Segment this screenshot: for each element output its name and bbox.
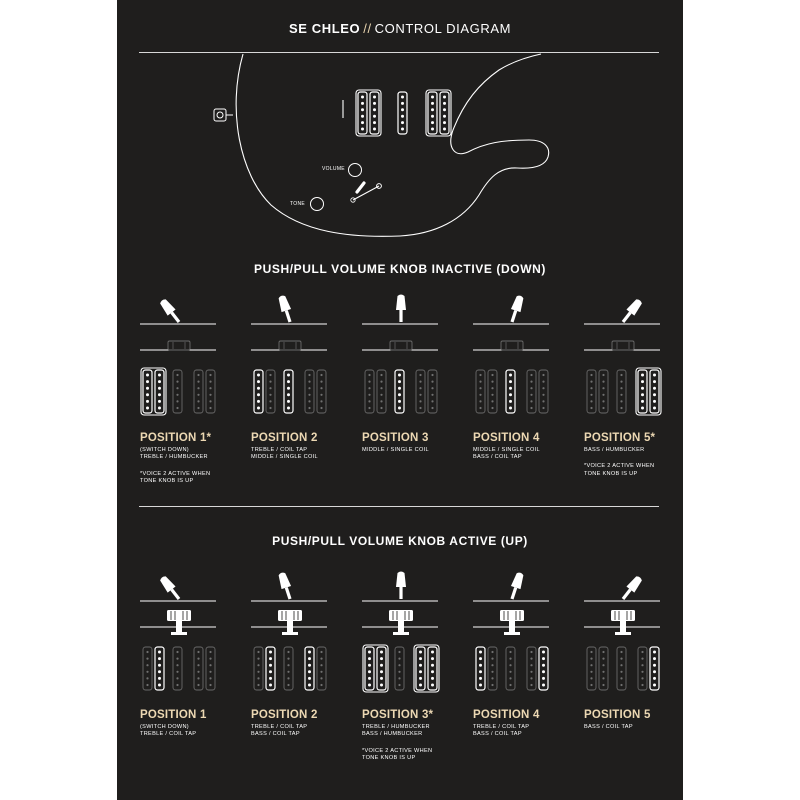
- note-line: TONE KNOB IS UP: [362, 755, 416, 762]
- description-line: MIDDLE / SINGLE COIL: [251, 454, 318, 461]
- pickup-selector-icon: [584, 297, 660, 325]
- position-description: [473, 447, 583, 462]
- description-line: TREBLE / COIL TAP: [473, 724, 530, 730]
- coil-b-icon: [317, 647, 326, 690]
- note-line: *VOICE 2 ACTIVE WHEN: [584, 463, 655, 470]
- position-diagram: [584, 296, 674, 436]
- position-diagram: [362, 573, 452, 713]
- coil-a-icon: [365, 370, 374, 413]
- position-title: POSITION 3: [362, 432, 429, 444]
- inactive-section-heading: PUSH/PULL VOLUME KNOB INACTIVE (DOWN): [254, 262, 546, 276]
- coil-b-icon: [539, 370, 548, 413]
- pickups-icon: [587, 368, 661, 415]
- coil-b-icon: [650, 370, 659, 413]
- description-line: BASS / COIL TAP: [473, 454, 522, 461]
- position-title: POSITION 1*: [140, 432, 212, 444]
- middle-single-coil-icon: [617, 370, 626, 413]
- pickup-selector-icon: [251, 571, 327, 601]
- coil-a-icon: [358, 92, 367, 134]
- description-line: TREBLE / COIL TAP: [251, 724, 308, 730]
- coil-a-icon: [194, 647, 203, 690]
- pickup-selector-icon: [362, 572, 438, 602]
- push-pull-knob-icon: [251, 610, 327, 635]
- tone-knob-icon[interactable]: [311, 198, 324, 211]
- coil-a-icon: [305, 370, 314, 413]
- bass-humbucker-icon: [305, 370, 326, 413]
- middle-single-coil-icon: [506, 647, 515, 690]
- pickup-selector-icon: [251, 294, 327, 324]
- position-diagram: [140, 296, 230, 436]
- position-title: POSITION 4: [473, 432, 540, 444]
- push-pull-knob-icon: [362, 341, 438, 350]
- subtitle: CONTROL DIAGRAM: [374, 21, 512, 36]
- description-line: TREBLE / HUMBUCKER: [362, 724, 430, 730]
- coil-a-icon: [587, 647, 596, 690]
- coil-a-icon: [476, 370, 485, 413]
- position-description: [251, 724, 361, 739]
- pickups-icon: [476, 647, 548, 690]
- coil-b-icon: [206, 647, 215, 690]
- coil-a-icon: [143, 370, 152, 413]
- coil-b-icon: [488, 647, 497, 690]
- neck-humbucker-icon: [356, 90, 381, 136]
- pickups-icon: [363, 645, 439, 692]
- coil-b-icon: [428, 370, 437, 413]
- pickup-selector-icon: [362, 295, 438, 325]
- push-pull-knob-icon: [473, 341, 549, 350]
- position-diagram: [140, 573, 230, 713]
- description-line: BASS / HUMBUCKER: [584, 447, 645, 453]
- treble-humbucker-icon: [254, 647, 275, 690]
- position-diagram: [473, 573, 563, 713]
- pickup-selector-icon: [473, 571, 549, 601]
- push-pull-knob-icon: [362, 610, 438, 635]
- description-line: TREBLE / HUMBUCKER: [140, 454, 208, 461]
- coil-b-icon: [206, 370, 215, 413]
- position-diagram: [251, 296, 341, 436]
- title-separator: //: [363, 21, 372, 36]
- treble-humbucker-icon: [363, 645, 388, 692]
- pickup-selector-switch-icon[interactable]: [351, 183, 382, 202]
- coil-a-icon: [587, 370, 596, 413]
- treble-humbucker-icon: [476, 647, 497, 690]
- middle-single-coil-icon: [173, 370, 182, 413]
- push-pull-knob-icon: [140, 610, 216, 635]
- treble-humbucker-icon: [365, 370, 386, 413]
- position-title: POSITION 4: [473, 709, 540, 721]
- note-line: TONE KNOB IS UP: [140, 478, 194, 485]
- position-description: [584, 447, 683, 454]
- output-jack-icon: [214, 109, 233, 121]
- coil-a-icon: [416, 647, 425, 690]
- position-diagram: [251, 573, 341, 713]
- bass-humbucker-icon: [527, 370, 548, 413]
- position-title: POSITION 5*: [584, 432, 656, 444]
- description-line: MIDDLE / SINGLE COIL: [362, 447, 429, 453]
- pickups-icon: [141, 368, 215, 415]
- note-line: TONE KNOB IS UP: [584, 470, 638, 477]
- pickup-selector-icon: [140, 297, 216, 325]
- coil-b-icon: [155, 647, 164, 690]
- description-line: (SWITCH DOWN): [140, 447, 189, 453]
- bass-humbucker-icon: [638, 647, 659, 690]
- coil-a-icon: [365, 647, 374, 690]
- bass-humbucker-icon: [636, 368, 661, 415]
- volume-label: VOLUME: [322, 166, 345, 172]
- middle-single-coil-icon: [617, 647, 626, 690]
- description-line: (SWITCH DOWN): [140, 724, 189, 730]
- note-line: *VOICE 2 ACTIVE WHEN: [140, 470, 211, 477]
- coil-a-icon: [527, 370, 536, 413]
- coil-a-icon: [638, 647, 647, 690]
- position-description: [584, 724, 683, 731]
- description-line: BASS / COIL TAP: [584, 724, 633, 730]
- bass-humbucker-icon: [414, 645, 439, 692]
- position-title: POSITION 3*: [362, 709, 434, 721]
- treble-humbucker-icon: [587, 370, 608, 413]
- coil-b-icon: [266, 370, 275, 413]
- position-description: [140, 447, 250, 462]
- guitar-body-outline: [117, 0, 683, 250]
- coil-a-icon: [428, 92, 437, 134]
- pickup-selector-icon: [473, 294, 549, 324]
- position-title: POSITION 2: [251, 709, 318, 721]
- coil-a-icon: [416, 370, 425, 413]
- middle-single-coil-icon: [506, 370, 515, 413]
- pickups-icon: [143, 647, 215, 690]
- coil-b-icon: [377, 647, 386, 690]
- active-section-heading: PUSH/PULL VOLUME KNOB ACTIVE (UP): [272, 534, 528, 548]
- position-title: POSITION 1: [140, 709, 207, 721]
- bass-humbucker-icon: [194, 370, 215, 413]
- control-diagram-poster: [117, 0, 683, 800]
- push-pull-knob-icon: [584, 610, 660, 635]
- bass-humbucker-icon: [527, 647, 548, 690]
- description-line: BASS / COIL TAP: [251, 731, 300, 738]
- description-line: BASS / HUMBUCKER: [362, 731, 423, 738]
- middle-single-coil-icon: [398, 92, 407, 134]
- middle-single-coil-icon: [284, 370, 293, 413]
- treble-humbucker-icon: [476, 370, 497, 413]
- coil-b-icon: [539, 647, 548, 690]
- coil-a-icon: [254, 370, 263, 413]
- description-line: TREBLE / COIL TAP: [140, 731, 197, 738]
- voice-note: [584, 463, 683, 478]
- treble-humbucker-icon: [143, 647, 164, 690]
- coil-b-icon: [488, 370, 497, 413]
- note-line: *VOICE 2 ACTIVE WHEN: [362, 747, 433, 754]
- description-line: MIDDLE / SINGLE COIL: [473, 447, 540, 453]
- coil-a-icon: [194, 370, 203, 413]
- position-title: POSITION 2: [251, 432, 318, 444]
- pickup-selector-icon: [140, 574, 216, 602]
- coil-b-icon: [599, 370, 608, 413]
- section-divider: [139, 506, 659, 507]
- coil-b-icon: [377, 370, 386, 413]
- position-description: [473, 724, 583, 739]
- push-pull-knob-icon: [584, 341, 660, 350]
- pickups-icon: [365, 370, 437, 413]
- push-pull-knob-icon: [251, 341, 327, 350]
- description-line: TREBLE / COIL TAP: [251, 447, 308, 453]
- position-diagram: [584, 573, 674, 713]
- treble-humbucker-icon: [587, 647, 608, 690]
- voice-note: [362, 748, 472, 763]
- brand-title: SE CHLEO: [288, 21, 361, 36]
- bridge-humbucker-icon: [426, 90, 451, 136]
- position-title: POSITION 5: [584, 709, 651, 721]
- coil-a-icon: [527, 647, 536, 690]
- pickups-icon: [476, 370, 548, 413]
- description-line: BASS / COIL TAP: [473, 731, 522, 738]
- pickups-icon: [587, 647, 659, 690]
- bass-humbucker-icon: [194, 647, 215, 690]
- volume-knob-icon[interactable]: [349, 164, 362, 177]
- middle-single-coil-icon: [284, 647, 293, 690]
- push-pull-knob-icon: [140, 341, 216, 350]
- tone-label: TONE: [290, 201, 305, 207]
- coil-a-icon: [476, 647, 485, 690]
- voice-note: [140, 471, 250, 486]
- position-diagram: [473, 296, 563, 436]
- bass-humbucker-icon: [416, 370, 437, 413]
- push-pull-knob-icon: [473, 610, 549, 635]
- coil-b-icon: [317, 370, 326, 413]
- pickup-selector-icon: [584, 574, 660, 602]
- middle-single-coil-icon: [395, 370, 404, 413]
- position-description: [362, 447, 472, 454]
- treble-humbucker-icon: [141, 368, 166, 415]
- bass-humbucker-icon: [305, 647, 326, 690]
- pickups-icon: [254, 647, 326, 690]
- position-description: [140, 724, 250, 739]
- coil-b-icon: [155, 370, 164, 413]
- coil-b-icon: [370, 92, 379, 134]
- coil-a-icon: [638, 370, 647, 413]
- coil-a-icon: [305, 647, 314, 690]
- coil-a-icon: [143, 647, 152, 690]
- coil-a-icon: [254, 647, 263, 690]
- coil-b-icon: [599, 647, 608, 690]
- coil-b-icon: [428, 647, 437, 690]
- middle-single-coil-icon: [173, 647, 182, 690]
- coil-b-icon: [440, 92, 449, 134]
- coil-b-icon: [650, 647, 659, 690]
- treble-humbucker-icon: [254, 370, 275, 413]
- position-description: [251, 447, 361, 462]
- middle-single-coil-icon: [395, 647, 404, 690]
- position-diagram: [362, 296, 452, 436]
- pickups-icon: [254, 370, 326, 413]
- coil-b-icon: [266, 647, 275, 690]
- position-description: [362, 724, 472, 739]
